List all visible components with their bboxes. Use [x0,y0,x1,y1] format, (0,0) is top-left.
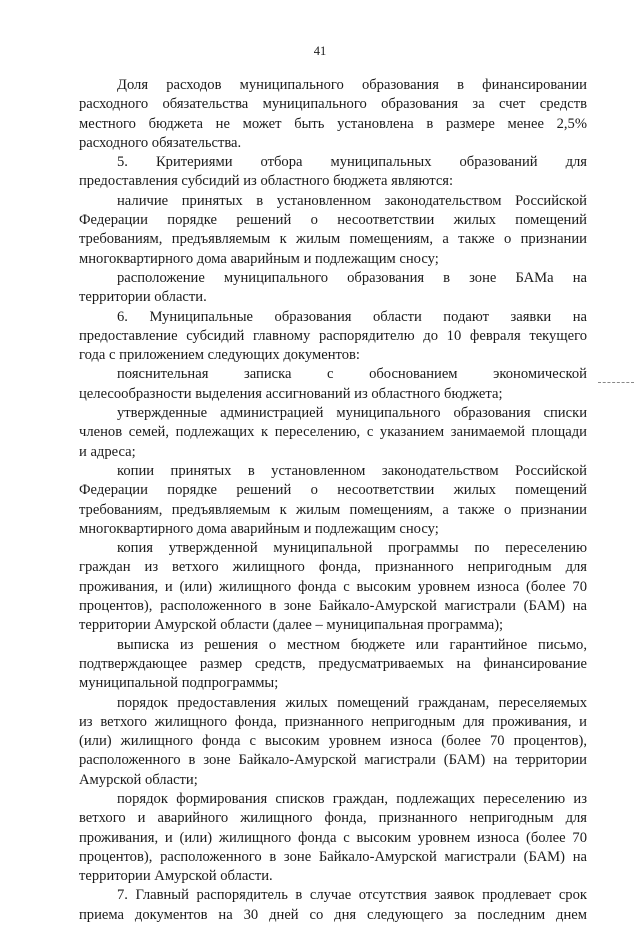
paragraph [79,886,587,925]
text-line: муниципальной подпрограммы; [79,675,279,692]
text-line: многоквартирного дома аварийным и подлежащим сносу; [79,250,439,267]
paragraph [79,539,587,635]
text-line: 7. Главный распорядитель в случае отсутствия заявок продлевает срок [117,887,587,904]
paragraph [79,308,587,366]
text-line: требованиям, предъявляемым к жилым помещениям, а также о признании [79,231,587,248]
text-line: копии принятых в установленном законодательством Российской [117,462,587,479]
text-line: проживания, и (или) жилищного фонда с высоким уровнем износа (более 70 [79,578,587,595]
text-line: года с приложением следующих документов: [79,347,360,364]
text-line: многоквартирного дома аварийным и подлежащим сносу; [79,520,439,537]
text-line: Федерации порядке решений о несоответствии жилых помещений [79,212,587,229]
text-line: 5. Критериями отбора муниципальных образований для [117,154,587,171]
text-line: предоставления субсидий из областного бюджета являются: [79,173,454,190]
text-line: наличие принятых в установленном законодательством Российской [117,192,587,209]
text-line: порядок формирования списков граждан, подлежащих переселению из [117,790,587,807]
text-line: проживания, и (или) жилищного фонда с высоким уровнем износа (более 70 [79,829,587,846]
text-line: целесообразности выделения ассигнований из областного бюджета; [79,385,503,402]
text-line: территории области. [79,289,207,306]
text-line: территории Амурской области (далее – муниципальная программа); [79,617,504,634]
text-line: местного бюджета не может быть установлена в размере менее 2,5% [79,115,587,132]
paragraph [79,192,587,269]
text-line: (или) жилищного фонда с высоким уровнем износа (более 70 процентов), [79,733,587,750]
text-line: процентов), расположенного в зоне Байкало-Амурской магистрали (БАМ) на [79,848,587,865]
text-line: ветхого и аварийного жилищного фонда, признанного непригодным для [79,810,587,827]
text-line: процентов), расположенного в зоне Байкало-Амурской магистрали (БАМ) на [79,598,587,615]
text-line: пояснительная записка с обоснованием экономической [117,366,587,383]
text-line: территории Амурской области. [79,868,273,885]
text-line: Доля расходов муниципального образования в финансировании [117,77,587,93]
text-line: членов семей, подлежащих к переселению, с указанием занимаемой площади [79,424,587,441]
paragraph [79,790,587,886]
text-line: копия утвержденной муниципальной программы по переселению [117,540,587,557]
paragraph [79,76,587,153]
paragraph [79,365,587,404]
page-number: 41 [313,44,327,58]
text-line: подтверждающее размер средств, предусматриваемых на финансирование [79,655,587,672]
text-line: приема документов на 30 дней со дня следующего за последним днем [79,906,587,923]
paragraph [79,694,587,790]
text-line: расходного обязательства. [79,134,242,151]
scan-artifact [598,382,634,383]
paragraph [79,153,587,192]
text-line: граждан из ветхого жилищного фонда, признанного непригодным для [79,559,587,576]
text-line: выписка из решения о местном бюджете или гарантийное письмо, [117,636,587,653]
text-line: Федерации порядке решений о несоответствии жилых помещений [79,482,587,499]
text-line: порядок предоставления жилых помещений гражданам, переселяемых [117,694,587,711]
paragraph [79,636,587,694]
text-line: и адреса; [79,443,136,460]
text-line: требованиям, предъявляемым к жилым помещениям, а также о признании [79,501,587,518]
text-line: Амурской области; [79,771,198,788]
text-line: расположенного в зоне Байкало-Амурской магистрали (БАМ) на территории [79,752,587,769]
paragraph [79,404,587,462]
paragraph [79,462,587,539]
text-line: расходного обязательства муниципального образования за счет средств [79,96,587,113]
document-body [79,76,587,925]
text-line: предоставление субсидий главному распорядителю до 10 февраля текущего [79,327,587,344]
text-line: утвержденные администрацией муниципального образования списки [117,405,587,422]
paragraph [79,269,587,308]
text-line: расположение муниципального образования в зоне БАМа на [117,269,587,286]
text-line: из ветхого жилищного фонда, признанного непригодным для проживания, и [79,713,587,730]
text-line: 6. Муниципальные образования области подают заявки на [117,308,587,325]
